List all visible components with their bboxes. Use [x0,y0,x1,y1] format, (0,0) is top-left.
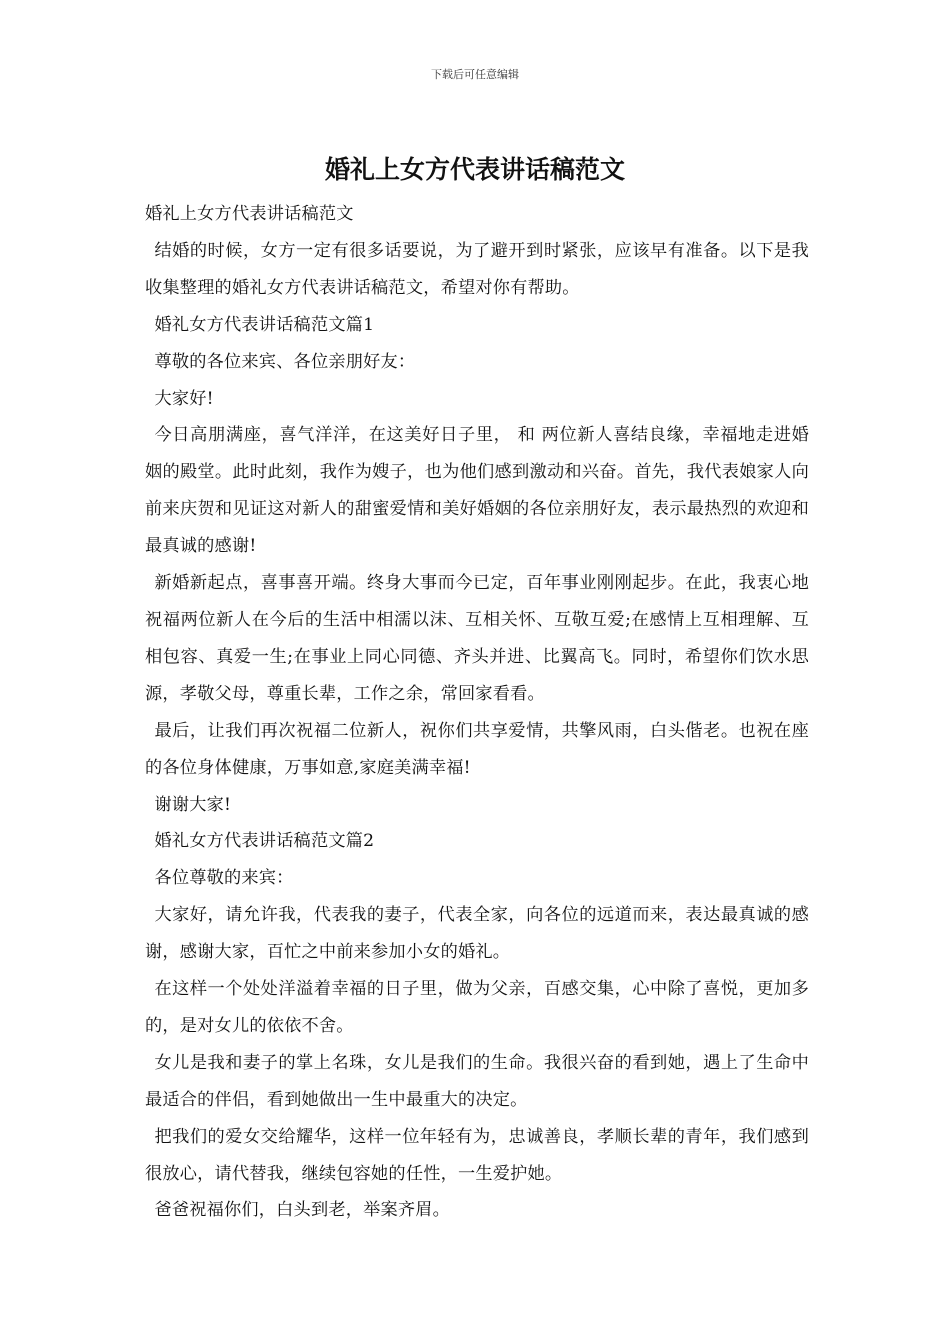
paragraph: 最后，让我们再次祝福二位新人，祝你们共享爱情，共擎风雨，白头偕老。也祝在座的各位身体健康，万事如意,家庭美满幸福! [145,720,809,778]
document-body [145,196,809,1229]
paragraph: 今日高朋满座，喜气洋洋，在这美好日子里， 和 两位新人喜结良缘，幸福地走进婚姻的殿堂。此时此刻，我作为嫂子，也为他们感到激动和兴奋。首先，我代表娘家人向前来庆贺和见证这对新人的甜蜜爱情和美好婚姻的各位亲朋好友，表示最热烈的欢迎和最真诚的感谢! [145,425,809,557]
paragraph-thanks-1: 谢谢大家! [154,794,232,815]
paragraph: 女儿是我和妻子的掌上名珠，女儿是我们的生命。我很兴奋的看到她，遇上了生命中最适合的伴侣，看到她做出一生中最重大的决定。 [145,1052,809,1110]
document-title: 婚礼上女方代表讲话稿范文 [324,155,625,184]
header-note: 下载后可任意编辑 [431,68,519,81]
section-heading-1: 婚礼女方代表讲话稿范文篇1 [154,314,375,335]
paragraph: 新婚新起点，喜事喜开端。终身大事而今已定，百年事业刚刚起步。在此，我衷心地祝福两位新人在今后的生活中相濡以沫、互相关怀、互敬互爱;在感情上互相理解、互相包容、真爱一生;在事业上同心同德、齐头并进、比翼高飞。同时，希望你们饮水思源，孝敬父母，尊重长辈，工作之余，常回家看看。 [145,573,809,704]
section-heading-2: 婚礼女方代表讲话稿范文篇2 [154,831,375,852]
paragraph-salutation-2: 各位尊敬的来宾： [154,868,294,889]
paragraph-greeting-1: 大家好! [154,388,214,409]
paragraph-blessing: 爸爸祝福你们，白头到老，举案齐眉。 [154,1200,451,1221]
paragraph: 在这样一个处处洋溢着幸福的日子里，做为父亲，百感交集，心中除了喜悦，更加多的，是对女儿的依依不舍。 [145,979,809,1036]
paragraph: 把我们的爱女交给耀华，这样一位年轻有为，忠诚善良，孝顺长辈的青年，我们感到很放心，请代替我，继续包容她的任性，一生爱护她。 [145,1126,809,1184]
paragraph-subtitle: 婚礼上女方代表讲话稿范文 [145,204,354,224]
paragraph-salutation-1: 尊敬的各位来宾、各位亲朋好友： [154,351,416,372]
paragraph-intro: 结婚的时候，女方一定有很多话要说，为了避开到时紧张，应该早有准备。以下是我收集整理的婚礼女方代表讲话稿范文，希望对你有帮助。 [145,240,809,298]
paragraph: 大家好，请允许我，代表我的妻子，代表全家，向各位的远道而来，表达最真诚的感谢，感谢大家，百忙之中前来参加小女的婚礼。 [145,905,809,963]
